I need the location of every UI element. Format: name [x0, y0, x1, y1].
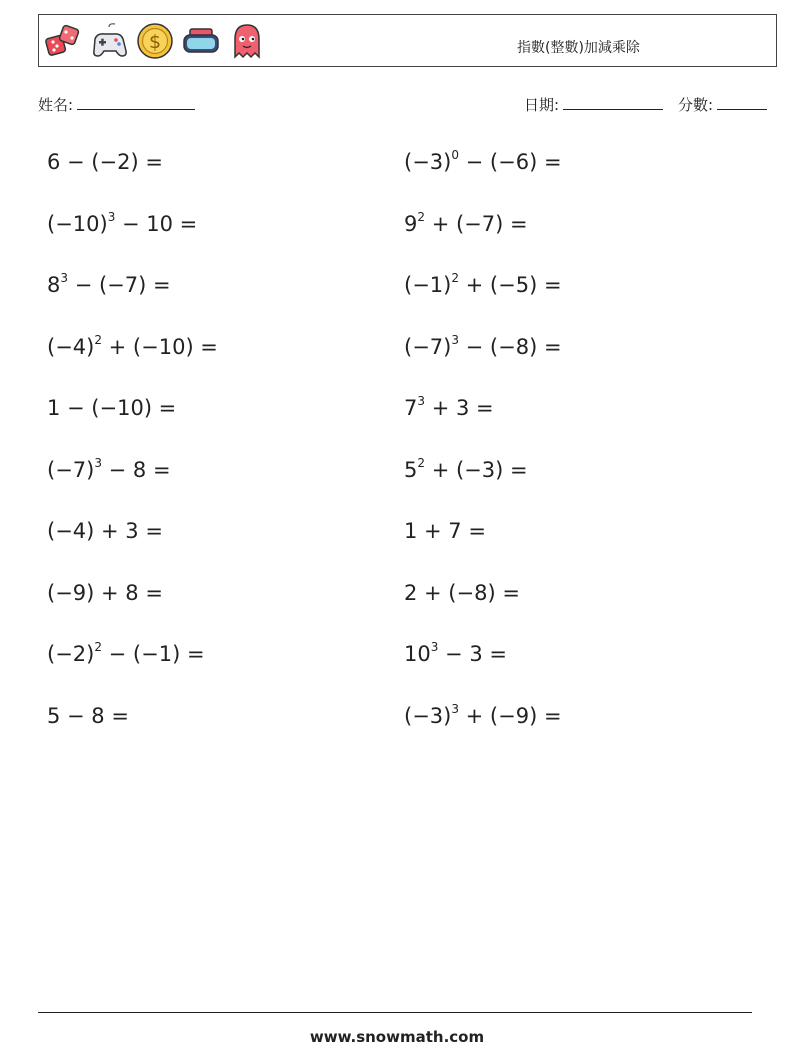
problem-base: 5 − 8 =: [47, 703, 129, 728]
problem-base: (−10): [47, 211, 108, 236]
problem-base: (−9) + 8 =: [47, 580, 163, 605]
problem-item: [404, 396, 494, 420]
problem-base: (−1): [404, 273, 452, 297]
problem-base: 5: [404, 457, 418, 482]
problem-base: 9: [404, 211, 418, 236]
problem-item: [47, 396, 176, 420]
problem-base: (−2): [47, 642, 95, 666]
problem-exponent: 0: [451, 148, 459, 162]
problem-base: 2 + (−8) =: [404, 580, 520, 605]
problem-exponent: 2: [94, 640, 102, 654]
gamepad-icon: [89, 21, 129, 61]
problem-item: [404, 273, 562, 297]
problem-exponent: 3: [60, 271, 69, 285]
problem-item: [404, 701, 562, 728]
problem-item: [47, 581, 163, 605]
problem-rest: − (−7) =: [68, 273, 171, 297]
problem-exponent: 3: [94, 455, 102, 470]
problem-item: [47, 704, 129, 728]
problem-exponent: 2: [94, 332, 102, 347]
problem-base: (−4) + 3 =: [47, 519, 163, 543]
problem-base: 8: [47, 273, 61, 297]
problem-exponent: 3: [451, 332, 459, 347]
score-blank: [717, 95, 767, 110]
footer-url: www.snowmath.com: [309, 1028, 485, 1046]
date-blank: [563, 95, 663, 110]
worksheet-title: 指數(整數)加減乘除: [517, 40, 640, 56]
problem-base: 6 − (−2) =: [47, 150, 163, 174]
problem-item: [47, 150, 163, 174]
problem-base: (−7): [47, 457, 95, 482]
problem-base: 1 − (−10) =: [47, 396, 177, 420]
problem-base: (−4): [47, 334, 95, 359]
problem-item: [47, 332, 218, 359]
problem-rest: + (−9) =: [458, 703, 562, 728]
problem-exponent: 3: [451, 701, 459, 716]
problem-rest: − (−6) =: [458, 150, 562, 174]
problem-rest: + 3 =: [425, 396, 494, 420]
date-field: [524, 94, 663, 115]
problem-item: [404, 642, 507, 666]
problem-rest: − 10 =: [115, 211, 198, 236]
footer-divider: [38, 1012, 752, 1013]
svg-text:$: $: [148, 31, 162, 53]
problem-item: [404, 581, 520, 605]
worksheet-header: [38, 14, 777, 67]
problem-base: 10: [404, 642, 431, 666]
problem-base: (−7): [404, 334, 452, 359]
problem-rest: − 3 =: [438, 642, 507, 666]
problem-item: [404, 209, 528, 236]
problem-item: [404, 455, 528, 482]
problem-exponent: 3: [430, 640, 439, 654]
dice-icon: [43, 21, 83, 61]
name-blank: [77, 95, 195, 110]
problem-base: 7: [404, 396, 418, 420]
score-field: [678, 94, 767, 115]
name-label: 姓名:: [38, 96, 74, 114]
score-label: 分數:: [678, 96, 714, 114]
problem-item: [47, 209, 198, 236]
problem-rest: − (−8) =: [458, 334, 562, 359]
problem-exponent: 2: [417, 209, 426, 224]
problem-item: [404, 150, 562, 174]
problem-item: [47, 455, 171, 482]
vr-headset-icon: [181, 21, 221, 61]
problem-rest: − 8 =: [101, 457, 171, 482]
problem-rest: + (−3) =: [425, 457, 528, 482]
header-icons: [43, 21, 267, 61]
problem-exponent: 2: [451, 271, 459, 285]
date-label: 日期:: [524, 96, 560, 114]
problem-base: (−3): [404, 703, 452, 728]
problem-exponent: 2: [417, 455, 426, 470]
problem-base: (−3): [404, 150, 452, 174]
problem-rest: + (−10) =: [101, 334, 218, 359]
problem-item: [404, 519, 486, 543]
problem-exponent: 3: [107, 209, 116, 224]
problem-item: [47, 273, 171, 297]
name-field: [38, 94, 195, 115]
problem-rest: + (−7) =: [425, 211, 528, 236]
problem-base: 1 + 7 =: [404, 519, 486, 543]
problem-rest: + (−5) =: [458, 273, 562, 297]
problem-item: [404, 332, 562, 359]
ghost-icon: [227, 21, 267, 61]
coin-icon: [135, 21, 175, 61]
problem-item: [47, 642, 205, 666]
problem-exponent: 3: [417, 394, 426, 408]
problem-rest: − (−1) =: [101, 642, 205, 666]
problem-item: [47, 519, 163, 543]
